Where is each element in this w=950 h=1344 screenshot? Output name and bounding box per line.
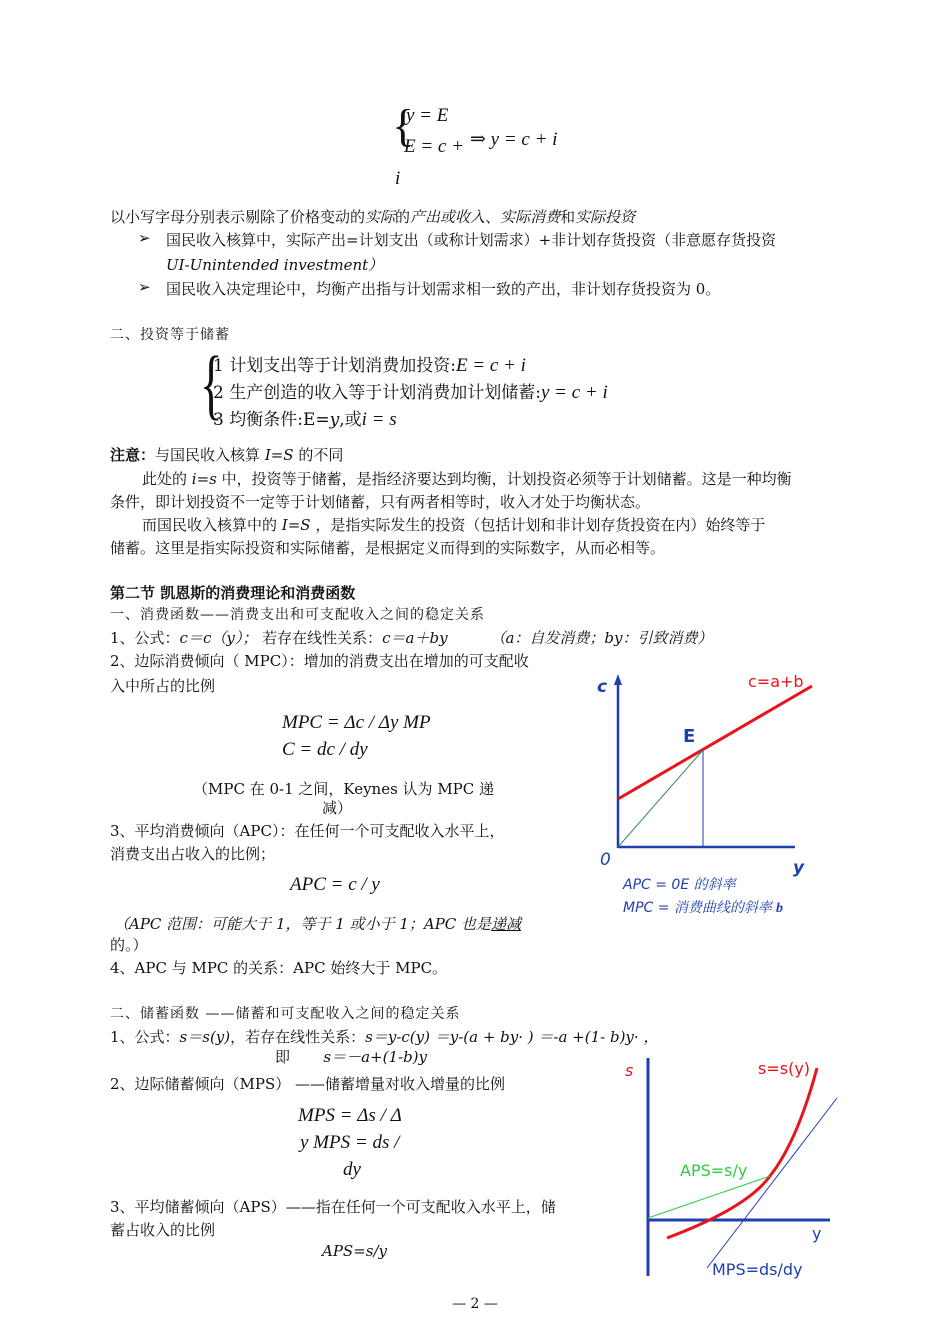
point-e-label: E <box>683 726 696 747</box>
mpc-formula-2: C = dc / dy <box>282 739 368 760</box>
origin-label: 0 <box>600 850 611 870</box>
bullet-arrow: ➢ <box>138 278 151 296</box>
left-brace: { <box>392 100 415 151</box>
mpc-formula-1: MPC = Δc / Δy MP <box>282 712 431 733</box>
para-1-b: 条件，即计划投资不一定等于计划储蓄，只有两者相等时，收入才处于均衡状态。 <box>110 493 651 511</box>
consumption-chart <box>590 665 830 920</box>
eq-y-e: y = E <box>406 105 449 126</box>
s-axis-label: s <box>625 1061 634 1080</box>
para-1-a: 此处的 i=s 中，投资等于储蓄，是指经济要达到均衡，计划投资必须等于计划储蓄。这是一种均衡 <box>142 470 792 488</box>
bullet-2: 国民收入决定理论中，均衡产出指与计划需求相一致的产出，非计划存货投资为 0。 <box>166 280 721 298</box>
mps-label: MPS=ds/dy <box>712 1260 803 1279</box>
aps-line <box>648 1176 770 1218</box>
para-2-a: 而国民收入核算中的 I=S ，是指实际发生的投资（包括计划和非计划存货投资在内）始终等于 <box>142 516 766 534</box>
apc-mpc-relation: 4、APC 与 MPC 的关系：APC 始终大于 MPC。 <box>110 959 448 977</box>
note-line: 注意：与国民收入核算 I=S 的不同 <box>110 446 344 464</box>
sys-line-3: 3 均衡条件:E=y,或i = s <box>213 409 397 430</box>
consumption-formula: 1、公式：c＝c（y）； 若存在线性关系：c＝a＋by （a：自发消费；by：引致消费） <box>110 629 713 647</box>
apc-note-1: （APC 范围：可能大于 1，等于 1 或小于 1；APC 也是递减 <box>114 915 522 933</box>
apc-line-1: 3、平均消费倾向（APC）：在任何一个可支配收入水平上， <box>110 822 505 840</box>
bullet-1: 国民收入核算中，实际产出=计划支出（或称计划需求）+非计划存货投资（非意愿存货投资 <box>166 231 777 249</box>
aps-line-1: 3、平均储蓄倾向（APS）——指在任何一个可支配收入水平上，储 <box>110 1198 556 1216</box>
left-brace: { <box>200 340 223 427</box>
eq-i: i <box>395 168 401 189</box>
saving-heading: 二、储蓄函数 ——储蓄和可支配收入之间的稳定关系 <box>110 1006 461 1022</box>
mps-formula-2: y MPS = ds / <box>300 1132 400 1153</box>
aps-formula: APS=s/y <box>322 1242 387 1260</box>
aps-label: APS=s/y <box>680 1161 748 1180</box>
consumption-heading: 一、消费函数——消费支出和可支配收入之间的稳定关系 <box>110 607 485 623</box>
oe-line <box>618 750 703 847</box>
eq-e-c: E = c + <box>404 136 464 157</box>
para-2-b: 储蓄。这里是指实际投资和实际储蓄，是根据定义而得到的实际数字，从而必相等。 <box>110 539 666 557</box>
saving-formula: 1、公式：s＝s(y)，若存在线性关系：s＝y-c(y) ＝y-(a + by· ) ＝-a +(1- b)y· ， <box>110 1028 659 1046</box>
mpc-note-1: （MPC 在 0-1 之间，Keynes 认为 MPC 递 <box>193 780 495 798</box>
section-title: 第二节 凯恩斯的消费理论和消费函数 <box>110 584 356 602</box>
apc-note-2: 的。） <box>110 936 148 954</box>
mps-line: 2、边际储蓄倾向（MPS） ——储蓄增量对收入增量的比例 <box>110 1075 506 1093</box>
y-axis-label: y <box>812 1224 822 1243</box>
y-axis-label: y <box>793 858 805 878</box>
saving-chart <box>612 1052 847 1284</box>
mpc-note-2: 减） <box>322 799 353 817</box>
sys-line-1: 1 计划支出等于计划消费加投资:E = c + i <box>213 355 526 376</box>
mpc-line-2: 入中所占的比例 <box>110 677 216 695</box>
consumption-line <box>618 686 812 799</box>
apc-line-2: 消费支出占收入的比例； <box>110 845 276 863</box>
apc-formula: APC = c / y <box>290 874 380 895</box>
c-axis-label: c <box>597 677 608 697</box>
eq-implies: ⇒ y = c + i <box>470 129 558 150</box>
sys-line-2: 2 生产创造的收入等于计划消费加计划储蓄:y = c + i <box>213 382 608 403</box>
mps-formula-1: MPS = Δs / Δ <box>298 1105 402 1126</box>
intro-line: 以小写字母分别表示剔除了价格变动的实际的产出或收入、实际消费和实际投资 <box>110 208 636 226</box>
saving-curve-label: s=s(y) <box>758 1059 811 1078</box>
page-number: — 2 — <box>452 1296 498 1312</box>
bullet-arrow: ➢ <box>138 229 151 247</box>
c-axis-arrow <box>614 674 622 685</box>
section-heading: 二、投资等于储蓄 <box>110 327 230 343</box>
apc-caption: APC = 0E 的斜率 <box>623 877 736 893</box>
mpc-line-1: 2、边际消费倾向（ MPC）：增加的消费支出在增加的可支配收 <box>110 652 529 670</box>
aps-line-2: 蓄占收入的比例 <box>110 1221 216 1239</box>
mps-formula-3: dy <box>343 1159 361 1180</box>
saving-formula-2: 即 s＝－a+(1-b)y <box>275 1048 428 1066</box>
consumption-line-label: c=a+b <box>748 672 804 691</box>
mpc-caption: MPC = 消费曲线的斜率 b <box>623 900 783 916</box>
bullet-1-cont: UI-Unintended investment） <box>166 256 384 274</box>
